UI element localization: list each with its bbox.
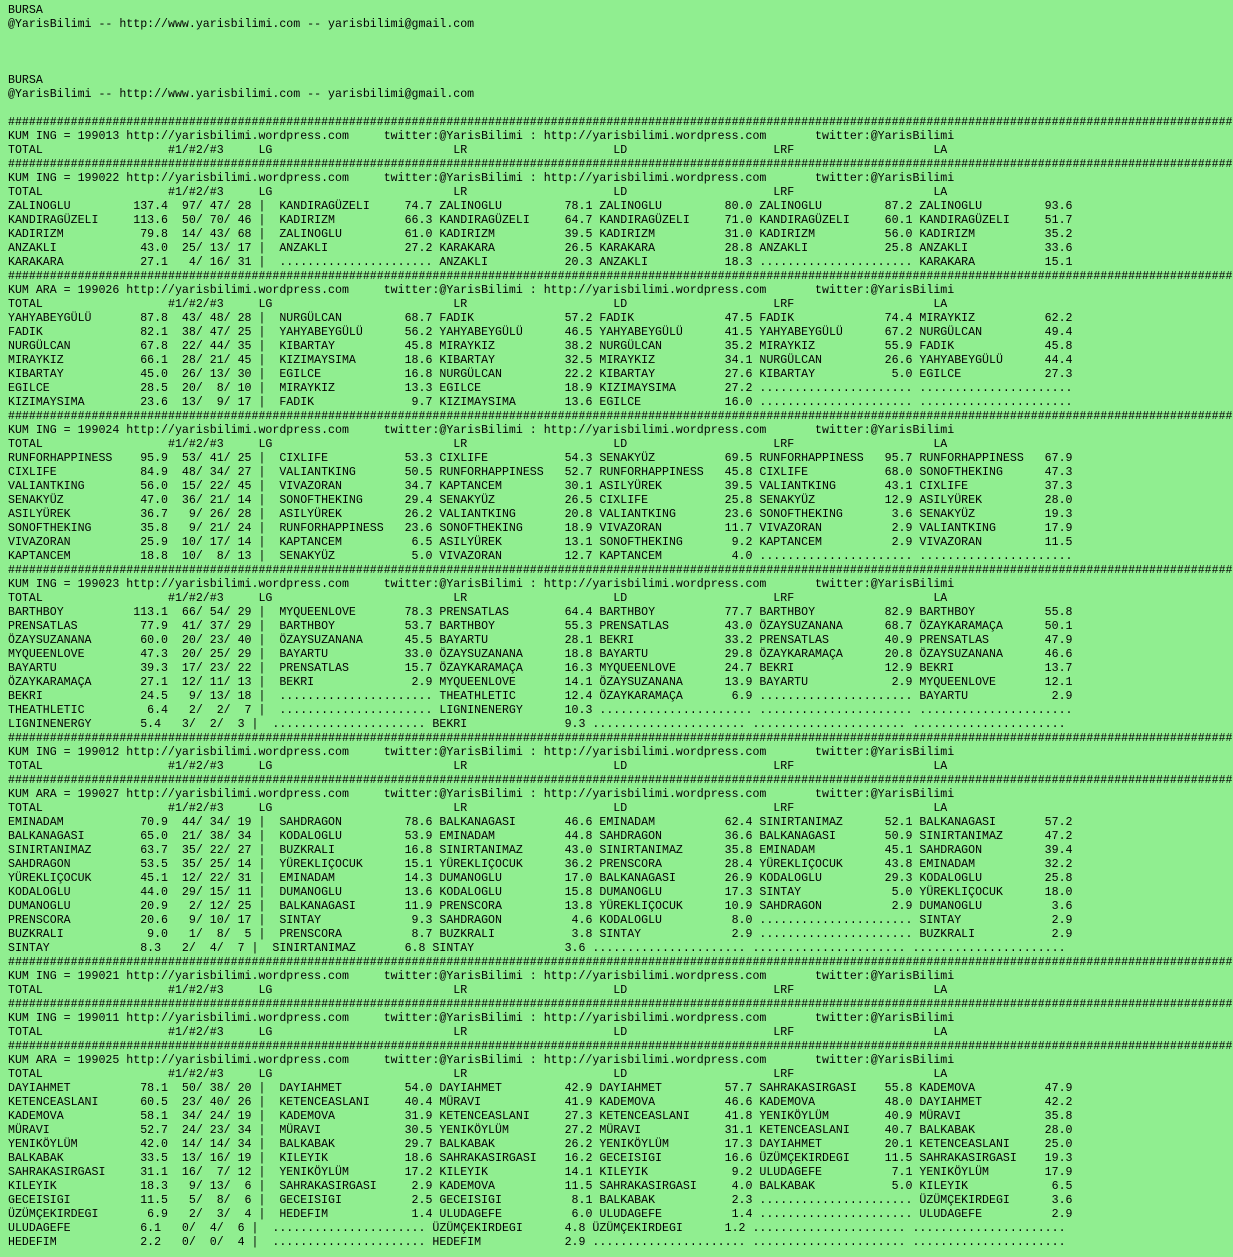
text-line: HEDEFIM 2.2 0/ 0/ 4 | ...................... HEDEFIM 2.9 ...................... ...................... ......................	[8, 1236, 1066, 1249]
text-line: DAYIAHMET 78.1 50/ 38/ 20 | DAYIAHMET 54.0 DAYIAHMET 42.9 DAYIAHMET 57.7 SAHRAKASIRGASI 55.8 KADEMOVA 47.9	[8, 1082, 1073, 1095]
text-line: PRENSATLAS 77.9 41/ 37/ 29 | BARTHBOY 53.7 BARTHBOY 55.3 PRENSATLAS 43.0 ÖZAYSUZANANA 68.7 ÖZAYKARAMAÇA 50.1	[8, 620, 1073, 633]
separator-line: ################################################################################################################################################################################	[8, 732, 1233, 745]
text-line: NURGÜLCAN 67.8 22/ 44/ 35 | KIBARTAY 45.8 MIRAYKIZ 38.2 NURGÜLCAN 35.2 MIRAYKIZ 55.9 FADIK 45.8	[8, 340, 1073, 353]
column-header-line: TOTAL #1/#2/#3 LG LR LD LRF LA	[8, 186, 948, 199]
column-header-line: TOTAL #1/#2/#3 LG LR LD LRF LA	[8, 298, 948, 311]
text-line: KADIRIZM 79.8 14/ 43/ 68 | ZALINOGLU 61.0 KADIRIZM 39.5 KADIRIZM 31.0 KADIRIZM 56.0 KADIRIZM 35.2	[8, 228, 1073, 241]
text-line: EMINADAM 70.9 44/ 34/ 19 | SAHDRAGON 78.6 BALKANAGASI 46.6 EMINADAM 62.4 SINIRTANIMAZ 52.1 BALKANAGASI 57.2	[8, 816, 1073, 829]
text-line: ÖZAYKARAMAÇA 27.1 12/ 11/ 13 | BEKRI 2.9 MYQUEENLOVE 14.1 ÖZAYSUZANANA 13.9 BAYARTU 2.9 MYQUEENLOVE 12.1	[8, 676, 1073, 689]
text-line: BALKABAK 33.5 13/ 16/ 19 | KILEYIK 18.6 SAHRAKASIRGASI 16.2 GECEISIGI 16.6 ÜZÜMÇEKIRDEGI 11.5 SAHRAKASIRGASI 19.3	[8, 1152, 1073, 1165]
text-line: BARTHBOY 113.1 66/ 54/ 29 | MYQUEENLOVE 78.3 PRENSATLAS 64.4 BARTHBOY 77.7 BARTHBOY 82.9 BARTHBOY 55.8	[8, 606, 1073, 619]
text-line: BEKRI 24.5 9/ 13/ 18 | ...................... THEATHLETIC 12.4 ÖZAYKARAMAÇA 6.9 ...................... BAYARTU 2.9	[8, 690, 1073, 703]
text-line: CIXLIFE 84.9 48/ 34/ 27 | VALIANTKING 50.5 RUNFORHAPPINESS 52.7 RUNFORHAPPINESS 45.8 CIXLIFE 68.0 SONOFTHEKING 47.3	[8, 466, 1073, 479]
text-line: DUMANOGLU 20.9 2/ 12/ 25 | BALKANAGASI 11.9 PRENSCORA 13.8 YÜREKLIÇOCUK 10.9 SAHDRAGON 2.9 DUMANOGLU 3.6	[8, 900, 1073, 913]
text-line: VIVAZORAN 25.9 10/ 17/ 14 | KAPTANCEM 6.5 ASILYÜREK 13.1 SONOFTHEKING 9.2 KAPTANCEM 2.9 VIVAZORAN 11.5	[8, 536, 1073, 549]
race-header-line: KUM ING = 199023 http://yarisbilimi.wordpress.com twitter:@YarisBilimi : http://yarisbilimi.wordpress.com twitter:@YarisBilimi	[8, 578, 955, 591]
column-header-line: TOTAL #1/#2/#3 LG LR LD LRF LA	[8, 802, 948, 815]
separator-line: ################################################################################################################################################################################	[8, 116, 1233, 129]
text-line	[8, 32, 1080, 46]
text-line: ÜZÜMÇEKIRDEGI 6.9 2/ 3/ 4 | HEDEFIM 1.4 ULUDAGEFE 6.0 ULUDAGEFE 1.4 ...................... ULUDAGEFE 2.9	[8, 1208, 1073, 1221]
text-line: ÖZAYSUZANANA 60.0 20/ 23/ 40 | ÖZAYSUZANANA 45.5 BAYARTU 28.1 BEKRI 33.2 PRENSATLAS 40.9 PRENSATLAS 47.9	[8, 634, 1073, 647]
race-header-line: KUM ING = 199024 http://yarisbilimi.wordpress.com twitter:@YarisBilimi : http://yarisbilimi.wordpress.com twitter:@YarisBilimi	[8, 424, 955, 437]
text-line: KANDIRAGÜZELI 113.6 50/ 70/ 46 | KADIRIZM 66.3 KANDIRAGÜZELI 64.7 KANDIRAGÜZELI 71.0 KANDIRAGÜZELI 60.1 KANDIRAGÜZELI 51.7	[8, 214, 1073, 227]
text-line: KARAKARA 27.1 4/ 16/ 31 | ...................... ANZAKLI 20.3 ANZAKLI 18.3 ...................... KARAKARA 15.1	[8, 256, 1073, 269]
text-line: KODALOGLU 44.0 29/ 15/ 11 | DUMANOGLU 13.6 KODALOGLU 15.8 DUMANOGLU 17.3 SINTAY 5.0 YÜREKLIÇOCUK 18.0	[8, 886, 1073, 899]
text-line: KIBARTAY 45.0 26/ 13/ 30 | EGILCE 16.8 NURGÜLCAN 22.2 KIBARTAY 27.6 KIBARTAY 5.0 EGILCE 27.3	[8, 368, 1073, 381]
text-line: BAYARTU 39.3 17/ 23/ 22 | PRENSATLAS 15.7 ÖZAYKARAMAÇA 16.3 MYQUEENLOVE 24.7 BEKRI 12.9 BEKRI 13.7	[8, 662, 1073, 675]
text-line: ANZAKLI 43.0 25/ 13/ 17 | ANZAKLI 27.2 KARAKARA 26.5 KARAKARA 28.8 ANZAKLI 25.8 ANZAKLI 33.6	[8, 242, 1073, 255]
text-line: SENAKYÜZ 47.0 36/ 21/ 14 | SONOFTHEKING 29.4 SENAKYÜZ 26.5 CIXLIFE 25.8 SENAKYÜZ 12.9 ASILYÜREK 28.0	[8, 494, 1073, 507]
text-line: KILEYIK 18.3 9/ 13/ 6 | SAHRAKASIRGASI 2.9 KADEMOVA 11.5 SAHRAKASIRGASI 4.0 BALKABAK 5.0 KILEYIK 6.5	[8, 1180, 1073, 1193]
text-line: LIGNINENERGY 5.4 3/ 2/ 3 | ...................... BEKRI 9.3 ...................... ...................... ......................	[8, 718, 1066, 731]
text-line: ULUDAGEFE 6.1 0/ 4/ 6 | ...................... ÜZÜMÇEKIRDEGI 4.8 ÜZÜMÇEKIRDEGI 1.2 ...................... ......................	[8, 1222, 1066, 1235]
separator-line: ################################################################################################################################################################################	[8, 564, 1233, 577]
text-line: KAPTANCEM 18.8 10/ 8/ 13 | SENAKYÜZ 5.0 VIVAZORAN 12.7 KAPTANCEM 4.0 ...................... ......................	[8, 550, 1073, 563]
text-line: ASILYÜREK 36.7 9/ 26/ 28 | ASILYÜREK 26.2 VALIANTKING 20.8 VALIANTKING 23.6 SONOFTHEKING 3.6 SENAKYÜZ 19.3	[8, 508, 1073, 521]
column-header-line: TOTAL #1/#2/#3 LG LR LD LRF LA	[8, 438, 948, 451]
text-line	[8, 46, 1080, 60]
text-line: KIZIMAYSIMA 23.6 13/ 9/ 17 | FADIK 9.7 KIZIMAYSIMA 13.6 EGILCE 16.0 ...................... ......................	[8, 396, 1073, 409]
text-line: PRENSCORA 20.6 9/ 10/ 17 | SINTAY 9.3 SAHDRAGON 4.6 KODALOGLU 8.0 ...................... SINTAY 2.9	[8, 914, 1073, 927]
separator-line: ################################################################################################################################################################################	[8, 998, 1233, 1011]
text-line: SAHDRAGON 53.5 35/ 25/ 14 | YÜREKLIÇOCUK 15.1 YÜREKLIÇOCUK 36.2 PRENSCORA 28.4 YÜREKLIÇOCUK 43.8 EMINADAM 32.2	[8, 858, 1073, 871]
text-line: VALIANTKING 56.0 15/ 22/ 45 | VIVAZORAN 34.7 KAPTANCEM 30.1 ASILYÜREK 39.5 VALIANTKING 43.1 CIXLIFE 37.3	[8, 480, 1073, 493]
column-header-line: TOTAL #1/#2/#3 LG LR LD LRF LA	[8, 984, 948, 997]
column-header-line: TOTAL #1/#2/#3 LG LR LD LRF LA	[8, 1068, 948, 1081]
column-header-line: TOTAL #1/#2/#3 LG LR LD LRF LA	[8, 760, 948, 773]
separator-line: ################################################################################################################################################################################	[8, 956, 1233, 969]
separator-line: ################################################################################################################################################################################	[8, 1040, 1233, 1053]
column-header-line: TOTAL #1/#2/#3 LG LR LD LRF LA	[8, 144, 948, 157]
text-line: KADEMOVA 58.1 34/ 24/ 19 | KADEMOVA 31.9 KETENCEASLANI 27.3 KETENCEASLANI 41.8 YENIKÖYLÜM 40.9 MÜRAVI 35.8	[8, 1110, 1073, 1123]
text-line: KETENCEASLANI 60.5 23/ 40/ 26 | KETENCEASLANI 40.4 MÜRAVI 41.9 KADEMOVA 46.6 KADEMOVA 48.0 DAYIAHMET 42.2	[8, 1096, 1073, 1109]
text-line: MÜRAVI 52.7 24/ 23/ 34 | MÜRAVI 30.5 YENIKÖYLÜM 27.2 MÜRAVI 31.1 KETENCEASLANI 40.7 BALKABAK 28.0	[8, 1124, 1073, 1137]
contact-line: @YarisBilimi -- http://www.yarisbilimi.com -- yarisbilimi@gmail.com	[8, 88, 475, 101]
text-line: FADIK 82.1 38/ 47/ 25 | YAHYABEYGÜLÜ 56.2 YAHYABEYGÜLÜ 46.5 YAHYABEYGÜLÜ 41.5 YAHYABEYGÜLÜ 67.2 NURGÜLCAN 49.4	[8, 326, 1073, 339]
race-header-line: KUM ING = 199012 http://yarisbilimi.wordpress.com twitter:@YarisBilimi : http://yarisbilimi.wordpress.com twitter:@YarisBilimi	[8, 746, 955, 759]
text-line	[8, 102, 1080, 116]
text-line: YENIKÖYLÜM 42.0 14/ 14/ 34 | BALKABAK 29.7 BALKABAK 26.2 YENIKÖYLÜM 17.3 DAYIAHMET 20.1 KETENCEASLANI 25.0	[8, 1138, 1073, 1151]
text-line: SINTAY 8.3 2/ 4/ 7 | SINIRTANIMAZ 6.8 SINTAY 3.6 ...................... ...................... ......................	[8, 942, 1066, 955]
text-line: YÜREKLIÇOCUK 45.1 12/ 22/ 31 | EMINADAM 14.3 DUMANOGLU 17.0 BALKANAGASI 26.9 KODALOGLU 29.3 KODALOGLU 25.8	[8, 872, 1073, 885]
separator-line: ################################################################################################################################################################################	[8, 270, 1233, 283]
text-line: BALKANAGASI 65.0 21/ 38/ 34 | KODALOGLU 53.9 EMINADAM 44.8 SAHDRAGON 36.6 BALKANAGASI 50.9 SINIRTANIMAZ 47.2	[8, 830, 1073, 843]
race-header-line: KUM ING = 199021 http://yarisbilimi.wordpress.com twitter:@YarisBilimi : http://yarisbilimi.wordpress.com twitter:@YarisBilimi	[8, 970, 955, 983]
contact-line: @YarisBilimi -- http://www.yarisbilimi.com -- yarisbilimi@gmail.com	[8, 18, 475, 31]
race-header-line: KUM ARA = 199027 http://yarisbilimi.wordpress.com twitter:@YarisBilimi : http://yarisbilimi.wordpress.com twitter:@YarisBilimi	[8, 788, 955, 801]
text-line: MYQUEENLOVE 47.3 20/ 25/ 29 | BAYARTU 33.0 ÖZAYSUZANANA 18.8 BAYARTU 29.8 ÖZAYKARAMAÇA 20.8 ÖZAYSUZANANA 46.6	[8, 648, 1073, 661]
race-header-line: KUM ARA = 199026 http://yarisbilimi.wordpress.com twitter:@YarisBilimi : http://yarisbilimi.wordpress.com twitter:@YarisBilimi	[8, 284, 955, 297]
column-header-line: TOTAL #1/#2/#3 LG LR LD LRF LA	[8, 1026, 948, 1039]
text-line: YAHYABEYGÜLÜ 87.8 43/ 48/ 28 | NURGÜLCAN 68.7 FADIK 57.2 FADIK 47.5 FADIK 74.4 MIRAYKIZ 62.2	[8, 312, 1073, 325]
separator-line: ################################################################################################################################################################################	[8, 410, 1233, 423]
text-line: BUZKRALI 9.0 1/ 8/ 5 | PRENSCORA 8.7 BUZKRALI 3.8 SINTAY 2.9 ...................... BUZKRALI 2.9	[8, 928, 1073, 941]
text-line: ZALINOGLU 137.4 97/ 47/ 28 | KANDIRAGÜZELI 74.7 ZALINOGLU 78.1 ZALINOGLU 80.0 ZALINOGLU 87.2 ZALINOGLU 93.6	[8, 200, 1073, 213]
city-title: BURSA	[8, 74, 43, 87]
text-line: GECEISIGI 11.5 5/ 8/ 6 | GECEISIGI 2.5 GECEISIGI 8.1 BALKABAK 2.3 ...................... ÜZÜMÇEKIRDEGI 3.6	[8, 1194, 1073, 1207]
column-header-line: TOTAL #1/#2/#3 LG LR LD LRF LA	[8, 592, 948, 605]
text-line: SINIRTANIMAZ 63.7 35/ 22/ 27 | BUZKRALI 16.8 SINIRTANIMAZ 43.0 SINIRTANIMAZ 35.8 EMINADAM 45.1 SAHDRAGON 39.4	[8, 844, 1073, 857]
text-line: SAHRAKASIRGASI 31.1 16/ 7/ 12 | YENIKÖYLÜM 17.2 KILEYIK 14.1 KILEYIK 9.2 ULUDAGEFE 7.1 YENIKÖYLÜM 17.9	[8, 1166, 1073, 1179]
text-line: EGILCE 28.5 20/ 8/ 10 | MIRAYKIZ 13.3 EGILCE 18.9 KIZIMAYSIMA 27.2 ...................... ......................	[8, 382, 1073, 395]
race-header-line: KUM ING = 199022 http://yarisbilimi.wordpress.com twitter:@YarisBilimi : http://yarisbilimi.wordpress.com twitter:@YarisBilimi	[8, 172, 955, 185]
text-line: RUNFORHAPPINESS 95.9 53/ 41/ 25 | CIXLIFE 53.3 CIXLIFE 54.3 SENAKYÜZ 69.5 RUNFORHAPPINESS 95.7 RUNFORHAPPINESS 67.9	[8, 452, 1073, 465]
text-line: THEATHLETIC 6.4 2/ 2/ 7 | ...................... LIGNINENERGY 10.3 ...................... ...................... ......................	[8, 704, 1073, 717]
separator-line: ################################################################################################################################################################################	[8, 158, 1233, 171]
race-header-line: KUM ING = 199013 http://yarisbilimi.wordpress.com twitter:@YarisBilimi : http://yarisbilimi.wordpress.com twitter:@YarisBilimi	[8, 130, 955, 143]
city-title: BURSA	[8, 4, 43, 17]
text-line	[8, 60, 1080, 74]
race-header-line: KUM ARA = 199025 http://yarisbilimi.wordpress.com twitter:@YarisBilimi : http://yarisbilimi.wordpress.com twitter:@YarisBilimi	[8, 1054, 955, 1067]
text-line: SONOFTHEKING 35.8 9/ 21/ 24 | RUNFORHAPPINESS 23.6 SONOFTHEKING 18.9 VIVAZORAN 11.7 VIVAZORAN 2.9 VALIANTKING 17.9	[8, 522, 1073, 535]
separator-line: ################################################################################################################################################################################	[8, 774, 1233, 787]
race-header-line: KUM ING = 199011 http://yarisbilimi.wordpress.com twitter:@YarisBilimi : http://yarisbilimi.wordpress.com twitter:@YarisBilimi	[8, 1012, 955, 1025]
text-line: MIRAYKIZ 66.1 28/ 21/ 45 | KIZIMAYSIMA 18.6 KIBARTAY 32.5 MIRAYKIZ 34.1 NURGÜLCAN 26.6 YAHYABEYGÜLÜ 44.4	[8, 354, 1073, 367]
